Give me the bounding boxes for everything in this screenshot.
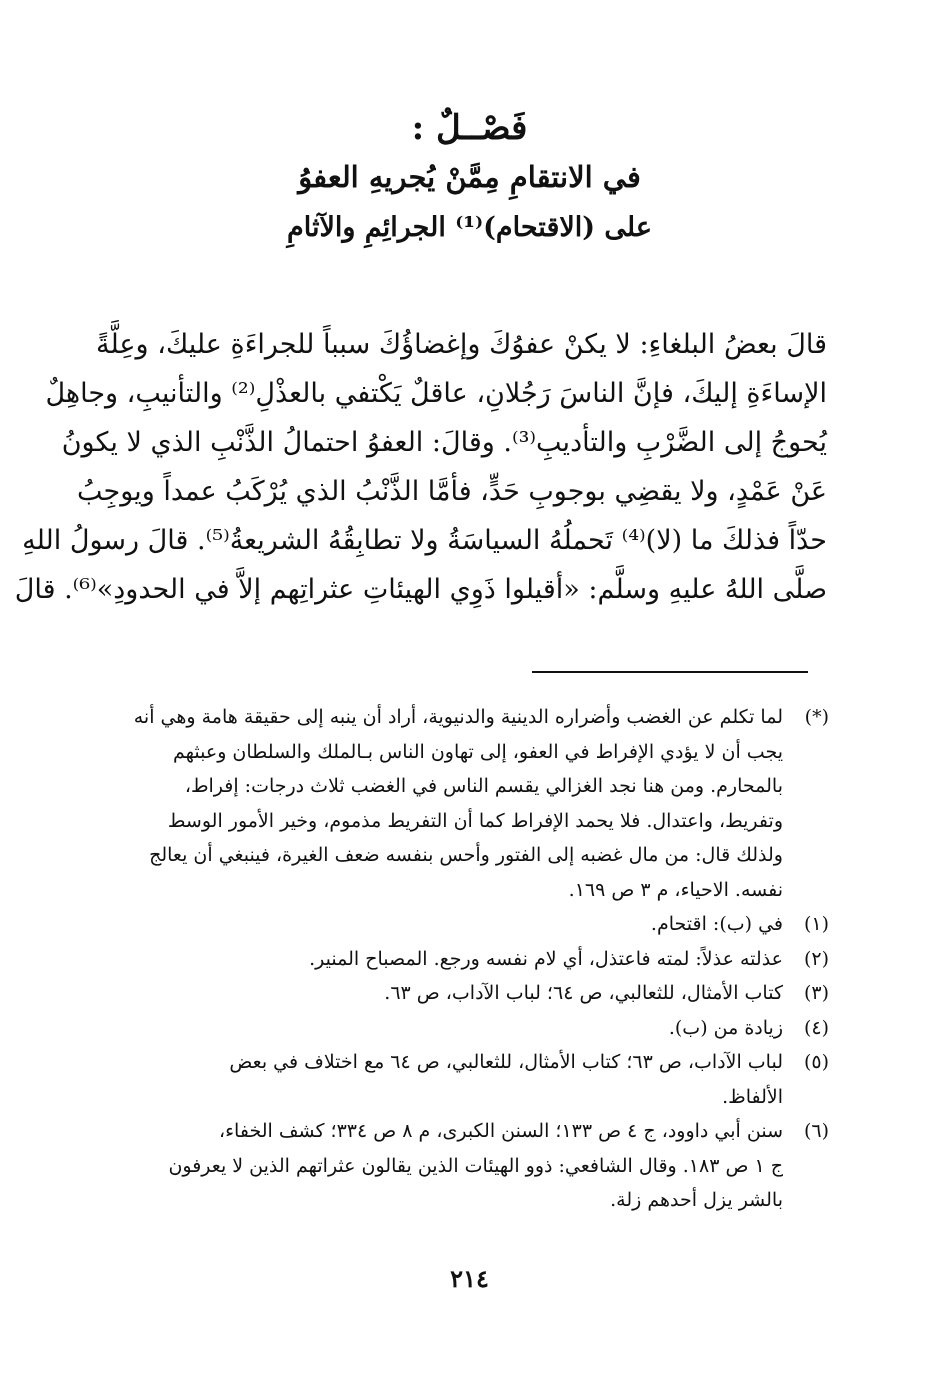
footnote-number: (٢): [803, 947, 829, 970]
footnote-line: وتفريط، واعتدال. فلا يحمد الإفراط كما أن التفريط مذموم، وخير الأمور الوسط: [167, 809, 783, 832]
footnote-line: عذلته عذلاً: لمته فاعتذل، أي لام نفسه ورجع. المصباح المنير.: [309, 947, 783, 970]
paragraph-line: قالَ بعضُ البلغاءِ: لا يكنْ عفوُكَ وإغضاؤُكَ سبباً للجراءَةِ عليكَ، وعِلَّةً: [96, 329, 827, 360]
footnote-line: زيادة من (ب).: [668, 1016, 783, 1039]
footnote-line: لباب الآداب، ص ٦٣؛ كتاب الأمثال، للثعالبي، ص ٦٤ مع اختلاف في بعض: [229, 1051, 783, 1073]
footnote-line: يجب أن لا يؤدي الإفراط في العفو، إلى تهاون الناس بـالملك والسلطان وعبثهم: [173, 740, 783, 763]
footnote-4: [100, 1011, 829, 1046]
footnote-6: [100, 1114, 829, 1218]
footnote-number: (٥): [803, 1051, 829, 1073]
paragraph-line: حدّاً فذلكَ ما (لا)⁽⁴⁾ تَحملُهُ السياسَةُ ولا تطابِقُهُ الشريعةُ⁽⁵⁾. قالَ رسولُ اللهِ: [22, 525, 827, 556]
footnote-number: (٦): [803, 1120, 829, 1142]
footnote-line: في (ب): اقتحام.: [650, 913, 783, 935]
paragraph-line: عَنْ عَمْدٍ، ولا يقضِي بوجوبِ حَدٍّ، فأمَّا الذَّنْبُ الذي يُرْكَبُ عمداً ويوجِبُ: [77, 476, 827, 507]
footnote-line: الألفاظ.: [722, 1085, 783, 1108]
footnote-number: (٣): [803, 982, 829, 1004]
footnote-line: ج ١ ص ١٨٣. وقال الشافعي: ذوو الهيئات الذين يقالون عثراتهم الذين لا يعرفون: [168, 1154, 783, 1177]
footnote-line: سنن أبي داوود، ج ٤ ص ١٣٣؛ السنن الكبرى، م ٨ ص ٣٣٤؛ كشف الخفاء،: [218, 1120, 783, 1142]
footnote-number: (*): [804, 706, 829, 728]
footnote-line: ولذلك قال: من مال غضبه إلى الفتور وأحس بنفسه ضعف الغيرة، فينبغي أن يعالج: [149, 844, 783, 866]
footnote-line: بالمحارم. ومن هنا نجد الغزالي يقسم الناس في الغضب ثلاث درجات: إفراط،: [184, 775, 783, 797]
footnote-5: [100, 1045, 829, 1114]
paragraph-line: الإساءَةِ إليكَ، فإنَّ الناسَ رَجُلانِ، عاقلٌ يَكْتفي بالعذْلِ⁽²⁾ والتأنيبِ، وجاهِلٌ: [45, 378, 827, 409]
footnote-1: [100, 907, 829, 942]
footnote-line: بالشر يزل أحدهم زلة.: [610, 1189, 783, 1211]
section-title-line-2: على (الاقتحام)⁽¹⁾ الجرائِمِ والآثامِ: [287, 212, 652, 243]
footnote-line: نفسه. الاحياء، م ٣ ص ١٦٩.: [568, 878, 783, 901]
page-number: ٢١٤: [450, 1264, 489, 1293]
footnotes: [100, 700, 829, 1218]
paragraph-line: صلَّى اللهُ عليهِ وسلَّم: «أقيلوا ذَوِي الهيئاتِ عثراتِهم إلاَّ في الحدودِ»⁽⁶⁾. قالَ: [14, 574, 827, 605]
paragraph-line: يُحوجُ إلى الضَّرْبِ والتأديبِ⁽³⁾. وقالَ: العفوُ احتمالُ الذَّنْبِ الذي لا يكونُ: [61, 427, 827, 458]
footnote-line: لما تكلم عن الغضب وأضراره الدينية والدنيوية، أراد أن ينبه إلى حقيقة هامة وهي أنه: [133, 706, 783, 728]
section-label: فَصْــلٌ :: [411, 108, 528, 148]
footnote-separator: [532, 671, 808, 673]
footnote-number: (٤): [803, 1016, 829, 1039]
main-paragraph: [14, 320, 827, 614]
section-title-line-1: في الانتقامِ مِمَّنْ يُجريهِ العفوُ: [298, 160, 641, 194]
footnote-line: كتاب الأمثال، للثعالبي، ص ٦٤؛ لباب الآداب، ص ٦٣.: [384, 982, 783, 1004]
footnote-star: [100, 700, 829, 907]
footnote-2: [100, 942, 829, 977]
footnote-3: [100, 976, 829, 1011]
footnote-number: (١): [803, 913, 829, 935]
